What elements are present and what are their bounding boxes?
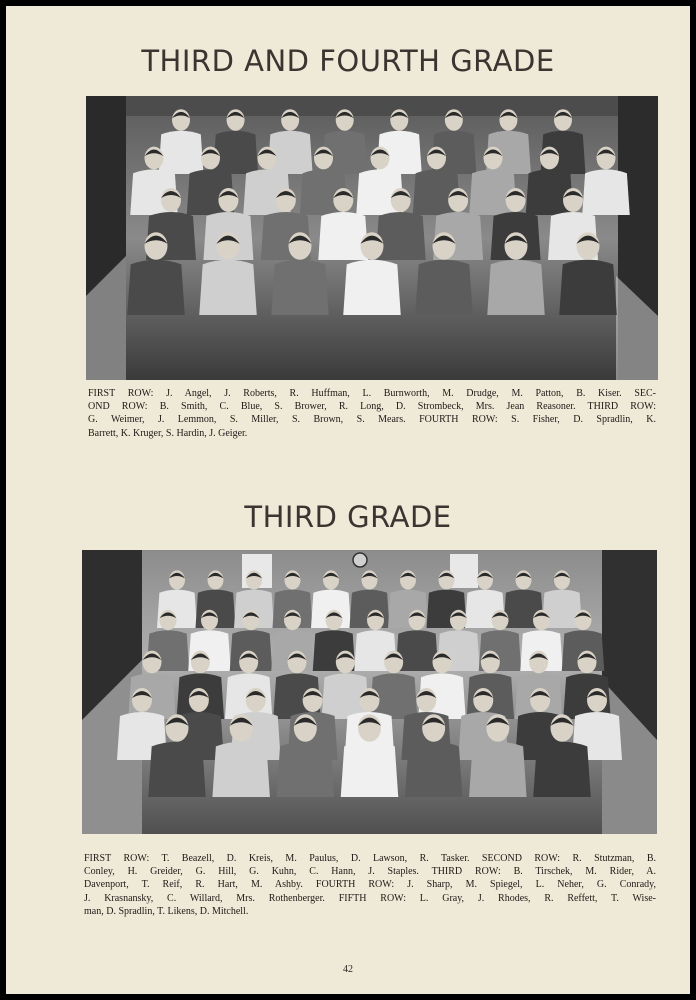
photo-graphic: [86, 96, 658, 380]
page-number: 42: [343, 964, 353, 975]
caption-line: Davenport, T. Reif, R. Hart, M. Ashby. FOURTH ROW: J. Sharp, M. Spiegel, L. Neher, G. Conrady,: [84, 879, 656, 891]
photo-graphic: [82, 550, 657, 834]
yearbook-page: [6, 6, 690, 994]
section-title-third-grade: THIRD GRADE: [244, 500, 452, 534]
caption-line: FIRST ROW: J. Angel, J. Roberts, R. Huffman, L. Burnworth, M. Drudge, M. Patton, B. Kiser. SEC-: [88, 388, 656, 399]
caption-line: G. Weimer, J. Lemmon, S. Miller, S. Brown, S. Mears. FOURTH ROW: S. Fisher, D. Spradlin, K.: [88, 414, 656, 426]
caption-third-fourth-grade: [88, 387, 656, 440]
caption-line: OND ROW: B. Smith, C. Blue, S. Brower, R. Long, D. Strombeck, Mrs. Jean Reasoner. THIRD ROW:: [88, 401, 656, 413]
section-title-third-fourth-grade: THIRD AND FOURTH GRADE: [141, 44, 555, 78]
caption-third-grade: [84, 852, 656, 918]
caption-line: Conley, H. Greider, G. Hill, G. Kuhn, C. Hann, J. Staples. THIRD ROW: B. Tirschek, M. Rider, A.: [84, 866, 656, 878]
class-photo-third-grade: [82, 550, 657, 834]
caption-line: FIRST ROW: T. Beazell, D. Kreis, M. Paulus, D. Lawson, R. Tasker. SECOND ROW: R. Stutzman, B.: [84, 853, 656, 864]
caption-line: man, D. Spradlin, T. Likens, D. Mitchell.: [84, 905, 249, 917]
caption-line: Barrett, K. Kruger, S. Hardin, J. Geiger.: [88, 427, 248, 439]
class-photo-third-fourth-grade: [86, 96, 658, 380]
caption-line: J. Krasnansky, C. Willard, Mrs. Rothenberger. FIFTH ROW: L. Gray, J. Rhodes, R. Reffett, T. Wise-: [84, 892, 656, 904]
